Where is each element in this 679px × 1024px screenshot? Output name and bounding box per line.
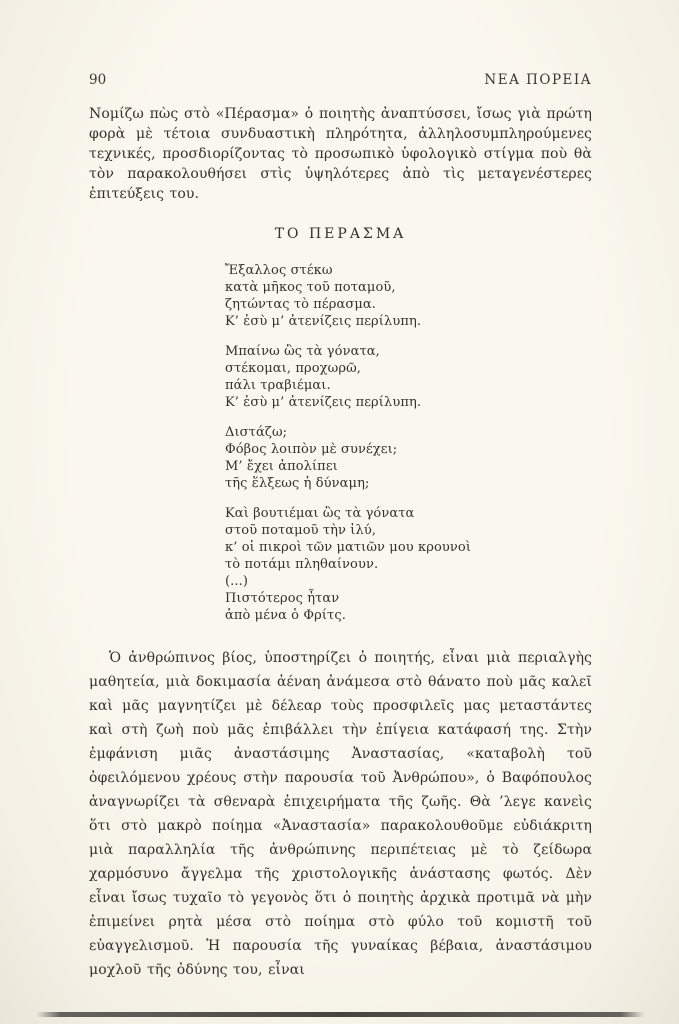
poem-line: τὸ ποτάμι πληθαίνουν. [225, 557, 379, 572]
poem-line: ἀπὸ μένα ὁ Φρίτς. [225, 608, 346, 623]
poem-line: Μ’ ἔχει ἀπολίπει [225, 459, 338, 474]
poem-line: Κ’ ἐσὺ μ’ ἀτενίζεις περίλυπη. [225, 314, 422, 329]
page-header [89, 72, 592, 88]
poem-line: πάλι τραβιέμαι. [225, 378, 331, 393]
poem-line: στοῦ ποταμοῦ τὴν ἰλύ, [225, 523, 377, 538]
poem-line: Κ’ ἐσὺ μ’ ἀτενίζεις περίλυπη. [225, 395, 422, 410]
poem-stanza-4 [225, 505, 592, 624]
poem-title: ΤΟ ΠΕΡΑΣΜΑ [274, 226, 407, 242]
poem-line: Πιστότερος ἦταν [225, 591, 340, 606]
scan-bottom-edge [36, 1012, 645, 1017]
poem-line: Ἔξαλλος στέκω [225, 263, 333, 278]
closing-paragraph: Ὁ ἀνθρώπινος βίος, ὑποστηρίζει ὁ ποιητής, εἶναι μιὰ περιαλγὴς μαθητεία, μιὰ δοκιμασία ἀέναη ἀνάμεσα στὸ θάνατο ποὺ μᾶς καλεῖ καὶ μᾶς μαγνητίζει μὲ δέλεαρ τοὺς προσφιλεῖς μας μεταστάντες καὶ στὴ ζωὴ ποὺ μᾶς ἐπιβάλλει τὴν ἐπίγεια κατάφασή της. Στὴν ἐμφάνιση μιᾶς ἀναστάσιμης Ἀναστασίας, «καταβολὴ τοῦ ὀφειλόμενου χρέους στὴν παρουσία τοῦ Ἀνθρώπου», ὁ Βαφόπουλος ἀναγνωρίζει τὰ σθεναρὰ ἐπιχειρήματα τῆς ζωῆς. Θὰ ’λεγε κανεὶς ὅτι στὸ μακρὸ ποίημα «Ἀναστασία» παρακολουθοῦμε εὐδιάκριτη μιὰ παραλληλία τῆς ἀνθρώπινης περιπέτειας μὲ τὸ ζείδωρα χαρμόσυνο ἄγγελμα τῆς χριστολογικῆς ἀνάστασης φωτός. Δὲν εἶναι ἴσως τυχαῖο τὸ γεγονὸς ὅτι ὁ ποιητὴς ἀρχικὰ προτιμᾶ νὰ μὴν ἐπιμείνει ρητὰ μέσα στὸ ποίημα στὸ φύλο τοῦ κομιστῆ τοῦ εὐαγγελισμοῦ. Ἡ παρουσία τῆς γυναίκας βέβαια, ἀναστάσιμου μοχλοῦ τῆς ὀδύνης του, εἶναι [89, 650, 592, 978]
poem-line: τῆς ἕλξεως ἡ δύναμη; [225, 476, 370, 491]
poem-line: Διστάζω; [225, 425, 288, 440]
poem [225, 262, 592, 624]
page-number: 90 [89, 72, 107, 88]
text-block [89, 72, 592, 982]
poem-line: στέκομαι, προχωρῶ, [225, 361, 362, 376]
poem-line: Φόβος λοιπὸν μὲ συνέχει; [225, 442, 398, 457]
poem-ellipsis-line: (...) [225, 574, 249, 589]
poem-stanza-1 [225, 262, 592, 330]
poem-line: κατὰ μῆκος τοῦ ποταμοῦ, [225, 280, 396, 295]
journal-title: ΝΕΑ ΠΟΡΕΙΑ [484, 72, 592, 88]
poem-line: Καὶ βουτιέμαι ὣς τὰ γόνατα [225, 506, 415, 521]
poem-stanza-3 [225, 424, 592, 492]
poem-line: ζητώντας τὸ πέρασμα. [225, 297, 376, 312]
poem-line: κ’ οἱ πικροὶ τῶν ματιῶν μου κρουνοὶ [225, 540, 472, 555]
intro-paragraph: Νομίζω πὼς στὸ «Πέρασμα» ὁ ποιητὴς ἀναπτύσσει, ἴσως γιὰ πρώτη φορὰ μὲ τέτοια συνδυαστικὴ πληρότητα, ἀλληλοσυμπληρούμενες τεχνικές, προσδιορίζοντας τὸ προσωπικὸ ὑφολογικὸ στίγμα ποὺ θὰ τὸν παρακολουθήσει στὶς ὑψηλότερες ἀπὸ τὶς μεταγενέστερες ἐπιτεύξεις του. [89, 106, 592, 202]
poem-line: Μπαίνω ὣς τὰ γόνατα, [225, 344, 380, 359]
poem-stanza-2 [225, 343, 592, 411]
